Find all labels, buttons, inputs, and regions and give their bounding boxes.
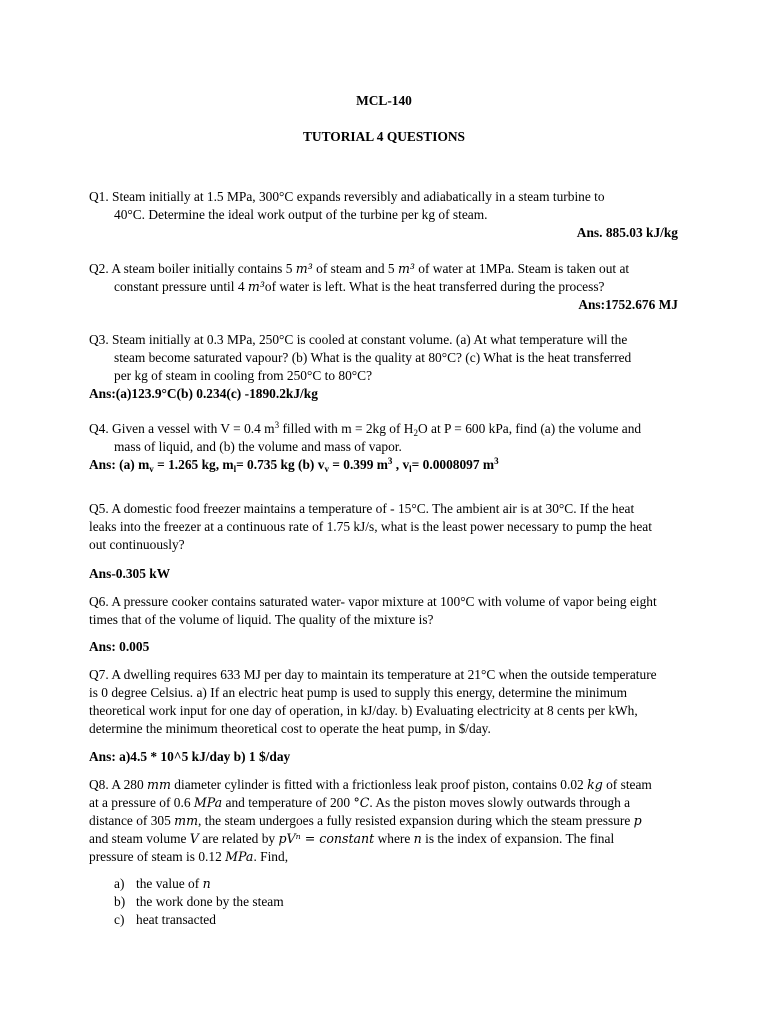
subscript: 2 [413, 428, 418, 438]
subscript: v [149, 464, 154, 474]
math-unit: MPa [193, 795, 223, 810]
q5-line: Q5. A domestic food freezer maintains a temperature of - 15°C. The ambient air is at 30°C. If the heat [89, 501, 635, 516]
math-symbol: n [202, 876, 211, 891]
text-run: diameter cylinder is fitted with a frictionless leak proof piston, contains 0.02 [170, 777, 588, 792]
subscript: v [324, 464, 329, 474]
q5-answer: Ans-0.305 kW [89, 566, 171, 581]
q8-line [89, 776, 652, 794]
q4-line: mass of liquid, and (b) the volume and mass of vapor. [114, 439, 402, 454]
text-run: where [374, 831, 414, 846]
list-text: the work done by the steam [136, 894, 284, 909]
text-run: O at P = 600 kPa, find (a) the volume and [417, 421, 642, 436]
text-run: the value of [136, 876, 203, 891]
q1-line: Q1. Steam initially at 1.5 MPa, 300°C expands reversibly and adiabatically in a steam turbine to [89, 189, 605, 204]
math-unit: m³ [295, 261, 313, 276]
q8-line [89, 794, 630, 812]
text-run: = 0.735 kg (b) v [236, 457, 325, 472]
text-run: . As the piston moves slowly outwards through a [369, 795, 631, 810]
math-symbol: V [189, 831, 199, 846]
math-symbol: n [413, 831, 422, 846]
subscript: l [233, 464, 237, 474]
q5-line: leaks into the freezer at a continuous rate of 1.75 kJ/s, what is the least power necessary to pump the heat [89, 519, 652, 534]
subscript: l [409, 464, 412, 474]
q7-answer: Ans: a)4.5 * 10^5 kJ/day b) 1 $/day [89, 749, 291, 764]
superscript: 3 [387, 456, 393, 466]
list-label: c) [114, 912, 125, 927]
list-text: heat transacted [136, 912, 216, 927]
q8-line [89, 848, 288, 866]
text-run: Q2. A steam boiler initially contains 5 [89, 261, 296, 276]
list-text [136, 875, 211, 893]
math-unit: MPa [225, 849, 254, 864]
text-run: is the index of expansion. The final [421, 831, 615, 846]
text-run: are related by [198, 831, 279, 846]
q2-line [89, 260, 629, 278]
math-unit: mm [147, 777, 171, 792]
text-run: distance of 305 [89, 813, 175, 828]
text-run: , the steam undergoes a fully resisted expansion during which the steam pressure [198, 813, 634, 828]
text-run: pressure of steam is 0.12 [89, 849, 226, 864]
text-run: and temperature of 200 [222, 795, 354, 810]
text-run: of steam and 5 [312, 261, 398, 276]
page-title: TUTORIAL 4 QUESTIONS [303, 129, 465, 144]
text-run: . Find, [253, 849, 289, 864]
text-run: , v [392, 457, 410, 472]
text-run: constant pressure until 4 [114, 279, 248, 294]
q3-answer: Ans:(a)123.9°C(b) 0.234(c) -1890.2kJ/kg [89, 386, 318, 401]
q3-line: per kg of steam in cooling from 250°C to 80°C? [114, 368, 373, 383]
text-run: of steam [602, 777, 652, 792]
text-run: at a pressure of 0.6 [89, 795, 194, 810]
course-code: MCL-140 [356, 93, 412, 108]
text-run: Q8. A 280 [89, 777, 148, 792]
q6-line: times that of the volume of liquid. The quality of the mixture is? [89, 612, 434, 627]
q3-line: steam become saturated vapour? (b) What is the quality at 80°C? (c) What is the heat transferred [114, 350, 632, 365]
text-run: Ans: (a) m [89, 457, 150, 472]
q8-line [89, 812, 642, 830]
q5-line: out continuously? [89, 537, 185, 552]
q7-line: theoretical work input for one day of operation, in kJ/day. b) Evaluating electricity at 8 cents per kWh, [89, 703, 638, 718]
math-unit: mm [174, 813, 199, 828]
superscript: 3 [274, 420, 280, 430]
superscript: 3 [494, 456, 499, 466]
q6-line: Q6. A pressure cooker contains saturated water- vapor mixture at 100°C with volume of vapor being eight [89, 594, 657, 609]
q7-line: determine the minimum theoretical cost to operate the heat pump, in $/day. [89, 721, 491, 736]
math-formula: pVⁿ = constant [278, 831, 375, 846]
math-unit: °C [353, 795, 370, 810]
math-unit: m³ [247, 279, 265, 294]
q2-answer: Ans:1752.676 MJ [578, 297, 678, 312]
text-run: = 0.0008097 m [411, 457, 495, 472]
q3-line: Q3. Steam initially at 0.3 MPa, 250°C is cooled at constant volume. (a) At what temperature will the [89, 332, 628, 347]
math-unit: m³ [397, 261, 415, 276]
text-run: = 1.265 kg, m [153, 457, 234, 472]
math-unit: kg [587, 777, 603, 792]
text-run: filled with m = 2kg of H [279, 421, 414, 436]
text-run: of water at 1MPa. Steam is taken out at [414, 261, 630, 276]
q1-line: 40°C. Determine the ideal work output of the turbine per kg of steam. [114, 207, 488, 222]
text-run: Q4. Given a vessel with V = 0.4 m [89, 421, 275, 436]
text-run: of water is left. What is the heat transferred during the process? [264, 279, 605, 294]
q8-line [89, 830, 614, 848]
list-label: a) [114, 876, 125, 891]
q2-line [114, 278, 605, 296]
q4-answer [89, 456, 499, 474]
q7-line: Q7. A dwelling requires 633 MJ per day to maintain its temperature at 21°C when the outside temperature [89, 667, 657, 682]
q4-line [89, 420, 641, 438]
math-symbol: p [633, 813, 642, 828]
list-label: b) [114, 894, 126, 909]
text-run: = 0.399 m [328, 457, 388, 472]
q1-answer: Ans. 885.03 kJ/kg [576, 225, 678, 240]
q7-line: is 0 degree Celsius. a) If an electric heat pump is used to supply this energy, determine the minimum [89, 685, 628, 700]
q6-answer: Ans: 0.005 [89, 639, 150, 654]
text-run: and steam volume [89, 831, 190, 846]
